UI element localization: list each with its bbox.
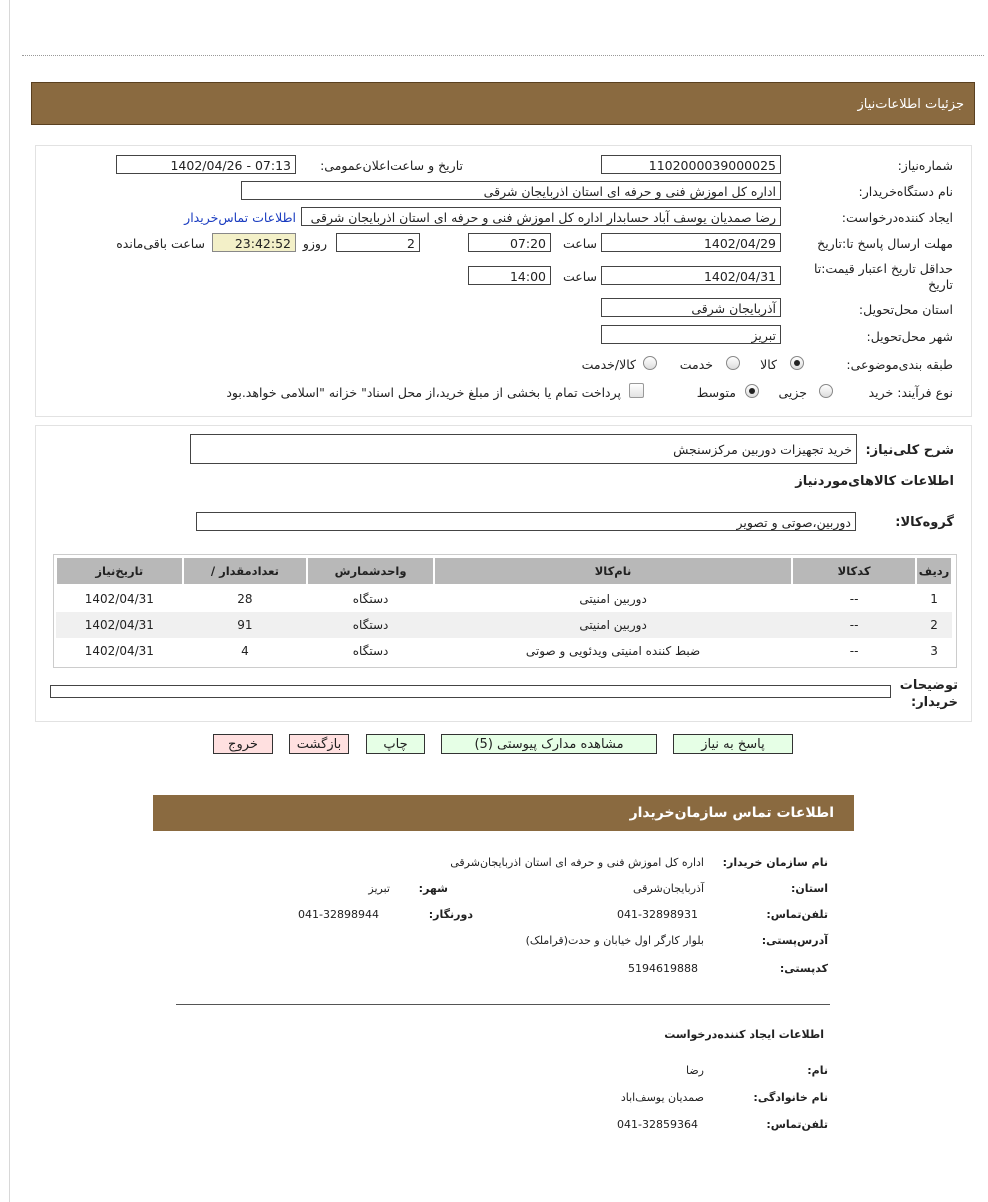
process-partial-radio[interactable] [819, 384, 833, 398]
category-both-label: کالا/خدمت [581, 357, 636, 372]
cell-row: 2 [916, 612, 952, 638]
cell-name: دوربین امنیتی [579, 592, 647, 606]
cell-name: ضبط کننده امنیتی ویدئویی و صوتی [525, 644, 701, 658]
contact-city-value: تبریز [368, 882, 390, 895]
days-field: 2 [336, 233, 420, 252]
cell-quantity: 91 [183, 612, 308, 638]
validity-date-field: 1402/04/31 [601, 266, 781, 285]
creator-family-value: صمدیان یوسف‌اباد [620, 1091, 704, 1104]
goods-info-title: اطلاعات کالاهای‌موردنیاز [795, 474, 954, 489]
cell-quantity: 4 [241, 644, 249, 658]
creator-name-value: رضا [685, 1064, 704, 1077]
cell-unit: دستگاه [352, 592, 389, 606]
days-label: روزو [302, 236, 327, 251]
city-label: شهر محل‌تحویل: [866, 329, 953, 344]
cell-unit: دستگاه [307, 612, 434, 638]
process-medium-radio[interactable] [745, 384, 759, 398]
remaining-label: ساعت باقی‌مانده [116, 236, 205, 251]
creator-name-label: نام: [807, 1064, 828, 1077]
description-field: خرید تجهیزات دوربین مرکزسنجش [190, 434, 857, 464]
table-row [56, 585, 952, 612]
items-table [55, 556, 953, 664]
cell-code: -- [849, 644, 859, 658]
buyer-field: اداره کل اموزش فنی و حرفه ای استان اذربایجان شرقی [241, 181, 781, 200]
cell-code: -- [792, 612, 916, 638]
cell-name: دوربین امنیتی [434, 612, 792, 638]
contact-divider [176, 1004, 830, 1005]
creator-label: ایجاد کننده‌درخواست: [841, 210, 953, 225]
process-medium-label: متوسط [696, 385, 736, 400]
address-value: بلوار کارگر اول خیابان و حدت(قراملک) [525, 934, 704, 947]
cell-row: 3 [930, 644, 938, 658]
table-header-row [56, 557, 952, 585]
buyer-contact-link[interactable]: اطلاعات تماس‌خریدار [184, 210, 296, 225]
category-goods-label: کالا [760, 357, 777, 372]
cell-code: -- [849, 592, 859, 606]
org-label: نام سازمان خریدار: [722, 856, 828, 869]
cell-quantity: 28 [237, 592, 253, 606]
deadline-label: مهلت ارسال پاسخ تا:تاریخ [817, 236, 953, 251]
cell-date: 1402/04/31 [84, 644, 154, 658]
category-service-label: خدمت [679, 357, 713, 372]
announce-label: تاریخ و ساعت‌اعلان‌عمومی: [320, 158, 463, 173]
contact-province-label: استان: [791, 882, 828, 895]
details-header [31, 82, 975, 125]
deadline-time-label: ساعت [562, 236, 597, 251]
payment-checkbox[interactable] [629, 383, 644, 398]
contact-header [153, 795, 854, 831]
buyer-label: نام دستگاه‌خریدار: [858, 184, 953, 199]
validity-time-field: 14:00 [468, 266, 551, 285]
goods-group-label: گروه‌کالا: [895, 515, 954, 530]
province-label: استان محل‌تحویل: [858, 302, 953, 317]
top-divider [22, 55, 984, 56]
address-label: آدرس‌پستی: [761, 934, 828, 947]
cell-date: 1402/04/31 [84, 592, 154, 606]
description-label: شرح کلی‌نیاز: [865, 443, 954, 458]
contact-header-title: اطلاعات تماس سازمان‌خریدار [629, 805, 834, 821]
col-row: ردیف [916, 557, 952, 585]
city-field: تبریز [601, 325, 781, 344]
postal-code-label: کد‌پستی: [779, 962, 828, 975]
validity-time-label: ساعت [562, 269, 597, 284]
category-goods-radio[interactable] [790, 356, 804, 370]
need-number-label: شماره‌نیاز: [897, 158, 953, 173]
phone-label: تلفن‌تماس: [766, 908, 828, 921]
category-label: طبقه بندی‌موضوعی: [846, 357, 953, 372]
details-header-title: جزئیات اطلاعات‌نیاز [857, 97, 964, 112]
fax-label: دورنگار: [428, 908, 473, 921]
cell-unit: دستگاه [352, 644, 389, 658]
process-partial-label: جزیی [778, 385, 807, 400]
need-number-field: 1102000039000025 [601, 155, 781, 174]
org-value: اداره کل اموزش فنی و حرفه ای استان اذربایجان‌شرقی [450, 856, 704, 869]
col-name: نام‌کالا [434, 557, 792, 585]
announce-field: 1402/04/26 - 07:13 [116, 155, 296, 174]
payment-note: پرداخت تمام یا بخشی از مبلغ خرید،از محل اسناد" خزانه "اسلامی خواهد.بود [226, 385, 621, 400]
creator-info-title: اطلاعات ایجاد کننده‌درخواست [664, 1028, 824, 1041]
validity-label: حداقل تاریخ اعتبار قیمت:تا تاریخ [813, 261, 953, 292]
back-button[interactable]: بازگشت [289, 734, 349, 754]
creator-family-label: نام خانوادگی: [753, 1091, 828, 1104]
contact-city-label: شهر: [418, 882, 448, 895]
view-documents-button[interactable]: مشاهده مدارک پیوستی (5) [441, 734, 657, 754]
table-row [56, 638, 952, 664]
col-unit: واحدشمارش [307, 557, 434, 585]
contact-province-value: آذربایجان‌شرقی [633, 882, 704, 895]
table-row [56, 612, 952, 638]
buyer-notes-field [50, 685, 891, 698]
category-both-radio[interactable] [643, 356, 657, 370]
exit-button[interactable]: خروج [213, 734, 273, 754]
cell-row: 1 [930, 592, 938, 606]
col-code: کدکالا [792, 557, 916, 585]
postal-code-value: 5194619888 [628, 962, 698, 975]
creator-phone-label: تلفن‌تماس: [766, 1118, 828, 1131]
cell-date: 1402/04/31 [56, 612, 183, 638]
phone-value: 041-32898931 [617, 908, 698, 921]
buyer-notes-label: توضیحات خریدار: [899, 678, 958, 710]
col-quantity: تعدادمقدار / [183, 557, 308, 585]
reply-button[interactable]: پاسخ به نیاز [673, 734, 793, 754]
category-service-radio[interactable] [726, 356, 740, 370]
goods-group-field: دوربین،صوتی و تصویر [196, 512, 856, 531]
left-border [9, 0, 10, 1202]
fax-value: 041-32898944 [298, 908, 379, 921]
deadline-time-field: 07:20 [468, 233, 551, 252]
col-date: تاریخ‌نیاز [56, 557, 183, 585]
creator-field: رضا صمدیان یوسف آباد حسابدار اداره کل اموزش فنی و حرفه ای استان اذربایجان شرقی [301, 207, 781, 226]
deadline-date-field: 1402/04/29 [601, 233, 781, 252]
print-button[interactable]: چاپ [366, 734, 425, 754]
creator-phone-value: 041-32859364 [617, 1118, 698, 1131]
remaining-time-field: 23:42:52 [212, 233, 296, 252]
province-field: آذربایجان شرقی [601, 298, 781, 317]
process-label: نوع فرآیند: خرید [868, 385, 953, 400]
